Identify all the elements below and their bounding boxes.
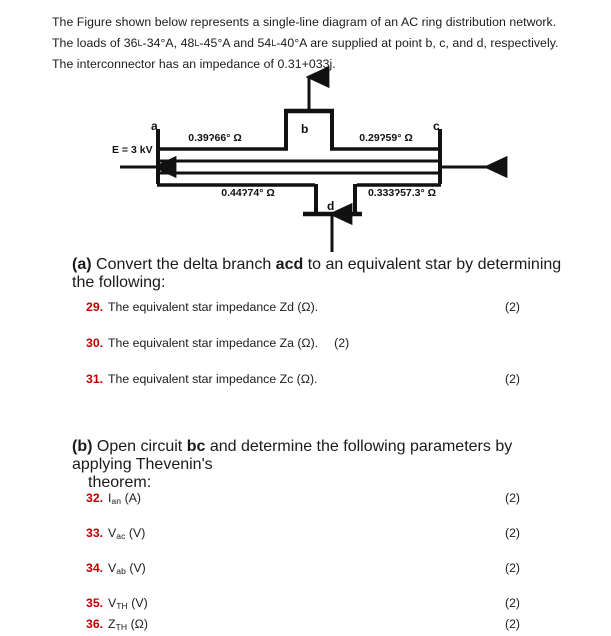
- part-b-heading: [72, 438, 572, 492]
- question-symbol-35: V: [108, 596, 117, 610]
- question-text-30: The equivalent star impedance Za (Ω).: [108, 336, 319, 350]
- question-item-35: [86, 596, 611, 611]
- part-a-bold-term: acd: [275, 256, 304, 273]
- part-b-text-after: and determine the following parameters by applying Thevenin's: [72, 438, 513, 473]
- angle-symbol: L: [271, 38, 277, 48]
- question-item-34: [86, 561, 611, 576]
- angle-symbol: L: [194, 38, 200, 48]
- question-number-34: 34.: [86, 561, 104, 575]
- question-symbol-36: Z: [108, 617, 116, 631]
- marks-34: (2): [505, 561, 521, 575]
- part-b-bold-term: bc: [186, 438, 206, 455]
- node-label-b: b: [301, 122, 309, 136]
- node-label-d: d: [327, 199, 335, 213]
- impedance-label-bc: 0.29ʔ59° Ω: [359, 132, 413, 144]
- impedance-label-ad: 0.44ʔ74° Ω: [221, 187, 275, 199]
- question-number-36: 36.: [86, 617, 104, 631]
- question-unit-32: (A): [121, 491, 141, 505]
- ring-distribution-diagram: [0, 62, 611, 262]
- marks-30: (2): [334, 336, 350, 350]
- question-subscript-35: TH: [116, 601, 128, 611]
- question-number-33: 33.: [86, 526, 104, 540]
- question-number-29: 29.: [86, 300, 104, 314]
- marks-29: (2): [505, 300, 521, 314]
- intro-line-2-part-2: -34°A, 48: [142, 36, 195, 50]
- part-a-text-after: to an equivalent star by determining the following:: [72, 256, 562, 291]
- intro-line-2-part-1: network. The loads of 36: [52, 15, 557, 50]
- angle-symbol: L: [137, 38, 143, 48]
- question-text-29: The equivalent star impedance Zd (Ω).: [108, 300, 319, 314]
- part-b-text-before: Open circuit: [92, 438, 187, 455]
- question-item-30: [86, 336, 611, 350]
- intro-line-2-part-4: -40°A are supplied at point b, c, and: [276, 36, 474, 50]
- intro-line-1: The Figure shown below represents a single-line diagram of an AC ring distribution: [52, 15, 506, 29]
- question-symbol-33: V: [108, 526, 117, 540]
- question-item-31: [86, 372, 611, 386]
- question-unit-33: (V): [125, 526, 146, 540]
- part-a-heading: [72, 256, 572, 292]
- question-number-31: 31.: [86, 372, 104, 386]
- question-item-36: [86, 617, 611, 632]
- question-item-32: [86, 491, 611, 506]
- question-unit-35: (V): [127, 596, 148, 610]
- marks-31: (2): [505, 372, 521, 386]
- impedance-label-ab: 0.39ʔ66° Ω: [188, 132, 242, 144]
- question-item-29: [86, 300, 611, 314]
- intro-line-2-part-3: -45°A and 54: [199, 36, 272, 50]
- question-subscript-32: an: [111, 496, 122, 506]
- question-number-32: 32.: [86, 491, 104, 505]
- part-a-text-before: Convert the delta branch: [91, 256, 276, 273]
- source-label: E = 3 kV: [112, 144, 153, 156]
- question-subscript-36: TH: [115, 622, 128, 632]
- question-symbol-32: I: [108, 491, 112, 505]
- impedance-label-dc: 0.333ʔ57.3° Ω: [367, 187, 437, 199]
- diagram-svg: [0, 62, 611, 262]
- part-b-label: (b): [72, 438, 93, 455]
- question-subscript-34: ab: [116, 566, 126, 576]
- marks-33: (2): [505, 526, 521, 540]
- part-a-label: (a): [72, 256, 92, 273]
- question-unit-36: (Ω): [127, 617, 148, 631]
- question-subscript-33: ac: [116, 531, 126, 541]
- node-label-c: c: [433, 119, 440, 133]
- marks-36: (2): [505, 617, 521, 631]
- marks-35: (2): [505, 596, 521, 610]
- question-number-35: 35.: [86, 596, 104, 610]
- intro-line-3: d, respectively. The interconnector has an impedance of 0.31+033j.: [52, 36, 559, 71]
- question-item-33: [86, 526, 611, 541]
- question-symbol-34: V: [108, 561, 117, 575]
- node-label-a: a: [151, 119, 158, 133]
- question-text-31: The equivalent star impedance Zc (Ω).: [108, 372, 318, 386]
- marks-32: (2): [505, 491, 521, 505]
- question-number-30: 30.: [86, 336, 104, 350]
- part-b-heading-line2: theorem:: [88, 474, 152, 491]
- question-unit-34: (V): [125, 561, 146, 575]
